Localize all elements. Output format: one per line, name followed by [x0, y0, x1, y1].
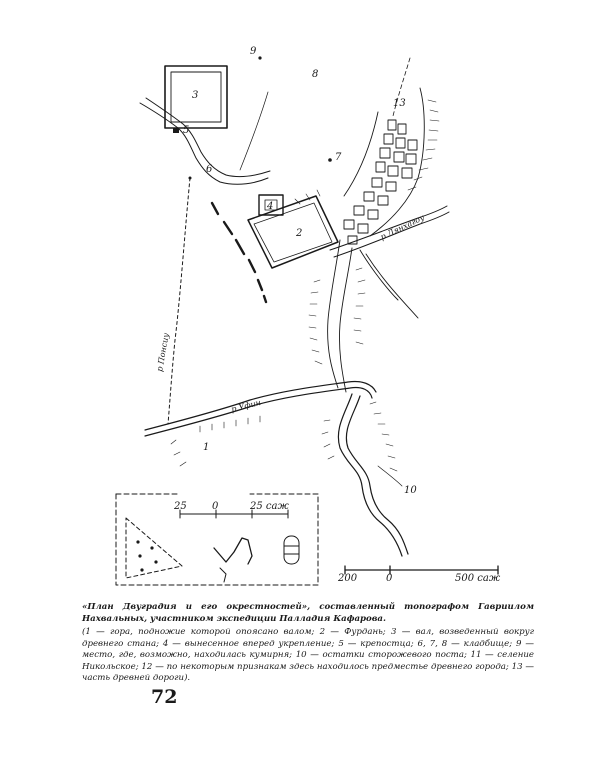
- label-10: 10: [404, 485, 417, 496]
- outpost-10-path: [378, 466, 402, 486]
- figure-caption-title: «План Двуградия и его окрестностей», составленный топографом Гавриилом Нахвальных, участником экспедиции Палладия Кафарова.: [82, 602, 534, 624]
- label-3: 3: [192, 90, 199, 101]
- label-2: 2: [296, 228, 303, 239]
- inset-scale-mid: 0: [212, 501, 219, 512]
- inset-scale-right: 25 саж: [250, 501, 289, 512]
- point-markers: [173, 56, 332, 179]
- label-4: 4: [267, 201, 274, 212]
- page-number: 72: [151, 686, 178, 708]
- river-label-ufin: р Уфин: [230, 397, 262, 414]
- south-river: [338, 394, 408, 556]
- label-6: 6: [206, 164, 213, 175]
- figure-caption-legend: (1 — гора, подножие которой опоясано валом; 2 — Фурдань; 3 — вал, возведенный вокруг древнего стана; 4 — вынесенное вперед укрепление; 5 — крепостца; 6, 7, 8 — кладбище; 9 — место, где, возможно, находилась кумирня; 10 — остатки сторожевого поста; 11 — селение Никольское; 12 — по некоторым признакам здесь находилось предместье древнего города; 13 — часть древней дороги).: [82, 627, 534, 683]
- label-9: 9: [250, 46, 257, 57]
- label-7: 7: [335, 152, 342, 163]
- main-scale-right: 500 саж: [455, 573, 501, 584]
- label-5: 5: [183, 125, 190, 136]
- main-scale-left: 200: [338, 573, 358, 584]
- river-label-pongiou: р Понсиу: [155, 332, 171, 373]
- left-river: [168, 178, 190, 424]
- inset-dots: [136, 540, 157, 571]
- river-label-lyankhagou: р Лянхагоу: [378, 212, 426, 242]
- ufin-river: [145, 381, 376, 436]
- inset-scale-left: 25: [174, 501, 187, 512]
- dashed-ramparts: [212, 203, 266, 302]
- label-13: 13: [393, 98, 406, 109]
- furdan-2: [248, 196, 338, 268]
- upper-river: [140, 98, 270, 184]
- road-north: [240, 92, 268, 170]
- central-streams: [328, 240, 418, 392]
- hill-hatching: [171, 190, 397, 471]
- main-scale-mid: 0: [386, 573, 393, 584]
- label-8: 8: [312, 69, 319, 80]
- label-1: 1: [203, 442, 210, 453]
